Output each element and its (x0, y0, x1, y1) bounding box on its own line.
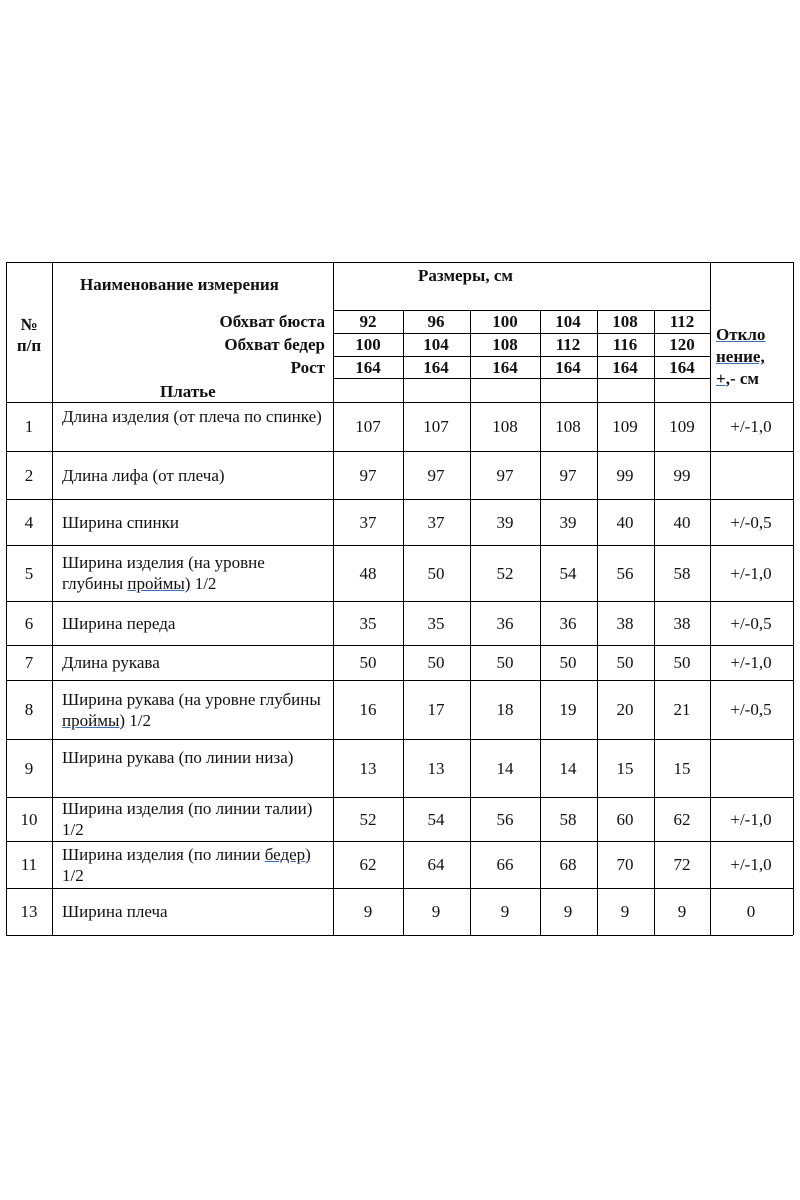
size-value: 20 (616, 700, 634, 719)
measurement-name-part: 1/2 (190, 574, 217, 593)
size-value: 50 (616, 653, 634, 672)
size-value: 54 (427, 809, 445, 829)
row-number: 9 (24, 758, 34, 778)
measurement-name-part: проймы) (62, 710, 126, 730)
table-gridline (6, 601, 793, 602)
measurement-name-part: Ширина рукава (на уровне глубины (62, 689, 321, 709)
size-value: 97 (427, 465, 445, 485)
size-value: 107 (355, 417, 381, 436)
table-gridline (6, 451, 793, 452)
row-number: 8 (24, 700, 34, 719)
size-value: 50 (559, 653, 577, 672)
size-value: 58 (559, 809, 577, 829)
size-bust-5: 108 (612, 312, 638, 331)
table-gridline (6, 888, 793, 889)
size-hips-6: 120 (669, 335, 695, 354)
size-hips-5: 116 (612, 335, 638, 354)
deviation-value: +/-1,0 (730, 653, 772, 672)
size-value: 97 (359, 465, 377, 485)
row-number: 5 (24, 563, 34, 583)
table-gridline (6, 402, 793, 403)
deviation-value: +/-1,0 (730, 563, 772, 583)
size-value: 18 (496, 700, 514, 719)
size-height-4: 164 (555, 358, 581, 377)
row-number: 7 (24, 653, 34, 672)
deviation-header-part2: нение, (716, 347, 765, 366)
deviation-header-plus: + (716, 369, 726, 388)
size-value: 9 (431, 902, 441, 921)
size-value: 109 (669, 417, 695, 436)
deviation-value: +/-0,5 (730, 613, 772, 633)
size-bust-2: 96 (427, 312, 445, 331)
size-hips-2: 104 (423, 335, 449, 354)
deviation-value: +/-1,0 (730, 417, 772, 436)
table-gridline (6, 935, 793, 936)
size-value: 21 (673, 700, 691, 719)
table-gridline (6, 739, 793, 740)
size-value: 35 (427, 613, 445, 633)
table-gridline (6, 499, 793, 500)
size-height-1: 164 (355, 358, 381, 377)
table-right-border (793, 262, 794, 935)
size-value: 38 (616, 613, 634, 633)
measurement-name (62, 844, 324, 886)
measurement-name: Ширина плеча (62, 902, 168, 921)
size-height-5: 164 (612, 358, 638, 377)
measurement-name: Ширина спинки (62, 512, 179, 532)
size-value: 108 (555, 417, 581, 436)
size-bust-3: 100 (492, 312, 518, 331)
measurement-name: Ширина переда (62, 613, 176, 633)
size-value: 15 (616, 758, 634, 778)
size-value: 40 (673, 512, 691, 532)
size-value: 60 (616, 809, 634, 829)
size-value: 40 (616, 512, 634, 532)
param-label-height: Рост (290, 358, 325, 377)
size-value: 35 (359, 613, 377, 633)
size-value: 39 (559, 512, 577, 532)
size-value: 16 (359, 700, 377, 719)
deviation-value: +/-0,5 (730, 512, 772, 532)
size-value: 58 (673, 563, 691, 583)
size-value: 52 (496, 563, 514, 583)
size-value: 107 (423, 417, 449, 436)
size-value: 39 (496, 512, 514, 532)
number-column-header (14, 314, 44, 356)
param-label-bust: Обхват бюста (219, 312, 325, 331)
table-gridline (52, 262, 53, 935)
size-value: 108 (492, 417, 518, 436)
size-value: 36 (559, 613, 577, 633)
measurement-name (62, 689, 324, 731)
row-number: 10 (20, 809, 38, 829)
table-gridline (6, 680, 793, 681)
size-value: 50 (496, 653, 514, 672)
size-value: 9 (677, 902, 687, 921)
measurement-name-header: Наименование измерения (80, 275, 279, 294)
table-left-border (6, 262, 7, 935)
size-bust-6: 112 (669, 312, 695, 331)
size-value: 14 (496, 758, 514, 778)
measurement-name-part: Ширина изделия (по линии (62, 844, 265, 864)
size-value: 9 (563, 902, 573, 921)
measurement-name-part: 1/2 (125, 710, 152, 730)
deviation-header-part1: Откло (716, 325, 766, 344)
size-value: 9 (620, 902, 630, 921)
size-value: 14 (559, 758, 577, 778)
measurement-name: Ширина изделия (по линии талии) 1/2 (62, 799, 313, 839)
size-value: 9 (500, 902, 510, 921)
size-value: 13 (427, 758, 445, 778)
size-value: 15 (673, 758, 691, 778)
table-gridline (6, 645, 793, 646)
size-value: 97 (496, 465, 514, 485)
table-gridline (6, 545, 793, 546)
sizes-title: Размеры, см (418, 266, 513, 285)
size-value: 72 (673, 855, 691, 874)
row-number: 2 (24, 465, 34, 485)
row-number: 4 (24, 512, 34, 532)
size-value: 37 (427, 512, 445, 532)
deviation-column-header (716, 324, 765, 390)
size-value: 109 (612, 417, 638, 436)
measurement-name: Ширина рукава (по линии низа) (62, 748, 294, 767)
measurement-name: Длина изделия (от плеча по спинке) (62, 406, 322, 426)
size-value: 56 (496, 809, 514, 829)
size-value: 99 (673, 465, 691, 485)
size-hips-4: 112 (555, 335, 581, 354)
size-value: 36 (496, 613, 514, 633)
size-value: 9 (363, 902, 373, 921)
size-value: 37 (359, 512, 377, 532)
deviation-value: +/-1,0 (730, 809, 772, 829)
size-value: 52 (359, 809, 377, 829)
size-value: 97 (559, 465, 577, 485)
garment-label: Платье (160, 382, 216, 401)
size-value: 64 (427, 855, 445, 874)
size-hips-3: 108 (492, 335, 518, 354)
measurement-name (62, 552, 324, 594)
size-value: 38 (673, 613, 691, 633)
deviation-header-part3: ,- см (725, 369, 759, 388)
deviation-value: 0 (746, 902, 756, 921)
param-label-hips: Обхват бедер (224, 335, 325, 354)
row-number: 1 (24, 417, 34, 436)
size-value: 13 (359, 758, 377, 778)
measurement-name-part: проймы) (127, 574, 191, 593)
size-value: 70 (616, 855, 634, 874)
size-value: 66 (496, 855, 514, 874)
size-value: 50 (427, 563, 445, 583)
size-value: 48 (359, 563, 377, 583)
deviation-value: +/-0,5 (730, 700, 772, 719)
pp-label: п/п (16, 336, 42, 355)
measurement-name-part: Ширина изделия (на уровне глубины (62, 553, 265, 593)
measurement-name: Длина рукава (62, 653, 160, 672)
measurement-name-part: бедер) (264, 844, 311, 864)
size-value: 62 (359, 855, 377, 874)
size-value: 68 (559, 855, 577, 874)
size-height-2: 164 (423, 358, 449, 377)
size-value: 54 (559, 563, 577, 583)
table-gridline (333, 262, 334, 935)
size-value: 99 (616, 465, 634, 485)
size-value: 50 (673, 653, 691, 672)
size-value: 19 (559, 700, 577, 719)
size-bust-1: 92 (359, 312, 377, 331)
row-number: 13 (20, 902, 38, 921)
row-number: 6 (24, 613, 34, 633)
size-hips-1: 100 (355, 335, 381, 354)
row-number: 11 (20, 855, 38, 874)
size-value: 56 (616, 563, 634, 583)
size-value: 62 (673, 809, 691, 829)
size-value: 50 (427, 653, 445, 672)
measurement-name: Длина лифа (от плеча) (62, 465, 225, 485)
size-value: 17 (427, 700, 445, 719)
number-sign: № (20, 315, 38, 334)
table-top-border (6, 262, 793, 263)
deviation-value: +/-1,0 (730, 855, 772, 874)
size-height-6: 164 (669, 358, 695, 377)
table-gridline (6, 841, 793, 842)
size-height-3: 164 (492, 358, 518, 377)
size-value: 50 (359, 653, 377, 672)
size-bust-4: 104 (555, 312, 581, 331)
measurement-name-part: 1/2 (62, 865, 84, 885)
